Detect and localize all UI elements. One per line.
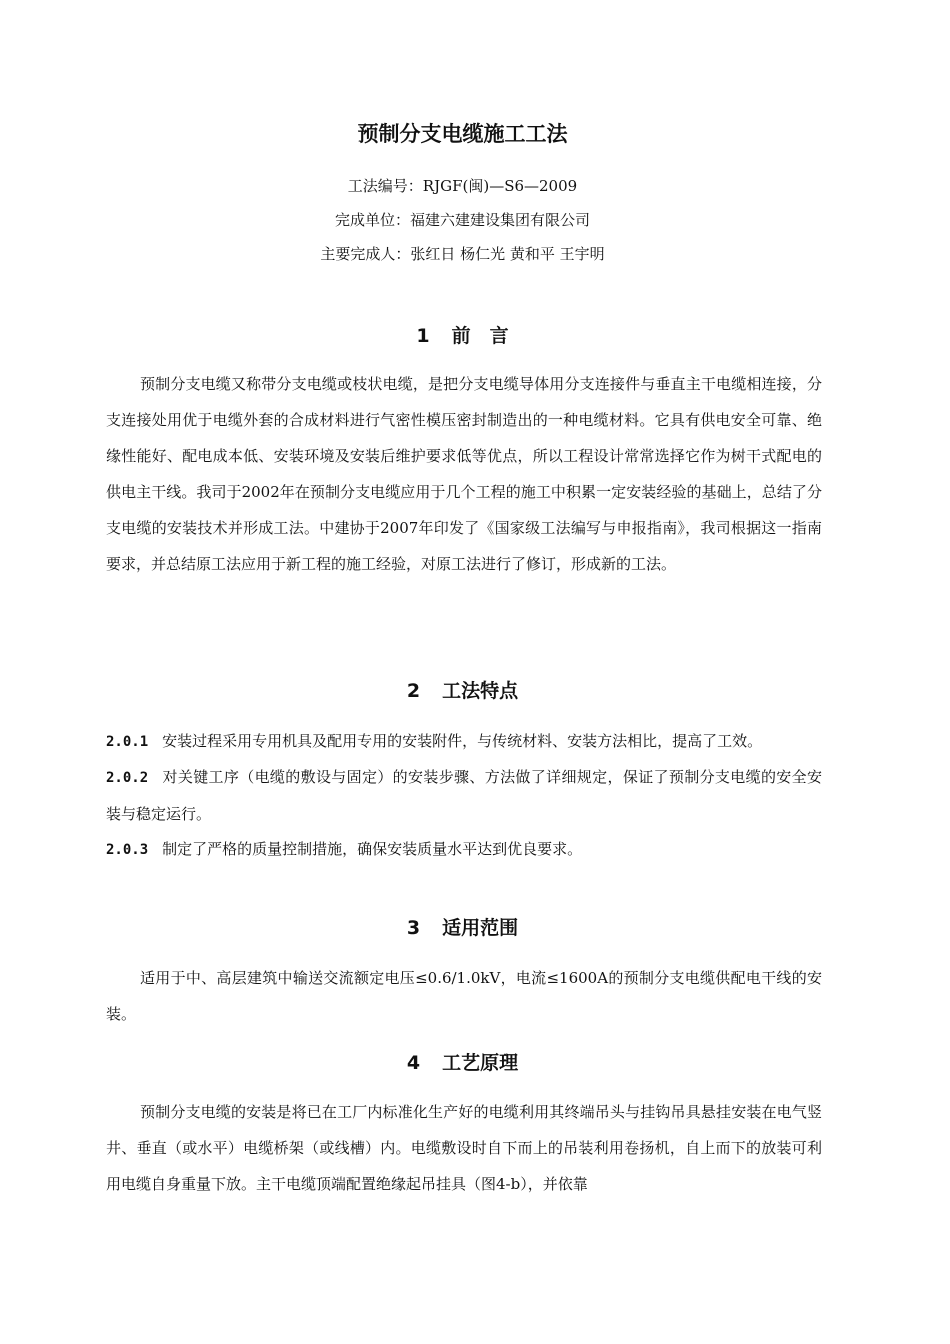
section-number: 4 — [406, 1052, 421, 1074]
clause-number: 2.0.2 — [106, 770, 149, 786]
clause-number: 2.0.3 — [106, 842, 149, 858]
section-title: 适用范围 — [442, 917, 519, 939]
clause-2-0-3 — [106, 831, 822, 868]
clause-number: 2.0.1 — [106, 734, 149, 750]
section-heading-preface — [0, 322, 925, 350]
document-title: 预制分支电缆施工工法 — [357, 122, 568, 146]
section-title: 工艺原理 — [442, 1052, 519, 1074]
clause-text: 对关键工序（电缆的敷设与固定）的安装步骤、方法做了详细规定，保证了预制分支电缆的安全安装与稳定运行。 — [106, 768, 822, 823]
section-number: 3 — [406, 917, 421, 939]
clause-text: 安装过程采用专用机具及配用专用的安装附件，与传统材料、安装方法相比，提高了工效。 — [162, 732, 763, 750]
clause-2-0-1 — [106, 723, 822, 760]
section-heading-scope — [0, 914, 925, 942]
completion-unit-line: 完成单位：福建六建建设集团有限公司 — [334, 211, 590, 229]
clause-text: 制定了严格的质量控制措施，确保安装质量水平达到优良要求。 — [162, 840, 583, 858]
scope-paragraph: 适用于中、高层建筑中输送交流额定电压≤0.6/1.0kV，电流≤1600A的预制分支电缆供配电干线的安装。 — [106, 969, 822, 1023]
clause-2-0-2 — [106, 759, 822, 832]
main-authors-line: 主要完成人：张红日 杨仁光 黄和平 王宇明 — [320, 245, 605, 263]
preface-paragraph: 预制分支电缆又称带分支电缆或枝状电缆，是把分支电缆导体用分支连接件与垂直主干电缆相连接，分支连接处用优于电缆外套的合成材料进行气密性模压密封制造出的一种电缆材料。它具有供电安全可靠、绝缘性能好、配电成本低、安装环境及安装后维护要求低等优点，所以工程设计常常选择它作为树干式配电的供电主干线。我司于2002年在预制分支电缆应用于几个工程的施工中积累一定安装经验的基础上，总结了分支电缆的安装技术并形成工法。中建协于2007年印发了《国家级工法编写与申报指南》，我司根据这一指南要求，并总结原工法应用于新工程的施工经验，对原工法进行了修订，形成新的工法。 — [106, 375, 822, 573]
section-title: 前 言 — [451, 325, 509, 347]
section-heading-principle — [0, 1049, 925, 1077]
section-title: 工法特点 — [442, 680, 519, 702]
section-heading-features — [0, 677, 925, 705]
section-number: 1 — [416, 325, 430, 347]
principle-paragraph: 预制分支电缆的安装是将已在工厂内标准化生产好的电缆利用其终端吊头与挂钩吊具悬挂安装在电气竖井、垂直（或水平）电缆桥架（或线槽）内。电缆敷设时自下而上的吊装利用卷扬机，自上而下的放装可利用电缆自身重量下放。主干电缆顶端配置绝缘起吊挂具（图4-b），并依靠 — [106, 1103, 822, 1193]
section-number: 2 — [406, 680, 421, 702]
method-code-line: 工法编号：RJGF(闽)—S6—2009 — [347, 177, 578, 195]
